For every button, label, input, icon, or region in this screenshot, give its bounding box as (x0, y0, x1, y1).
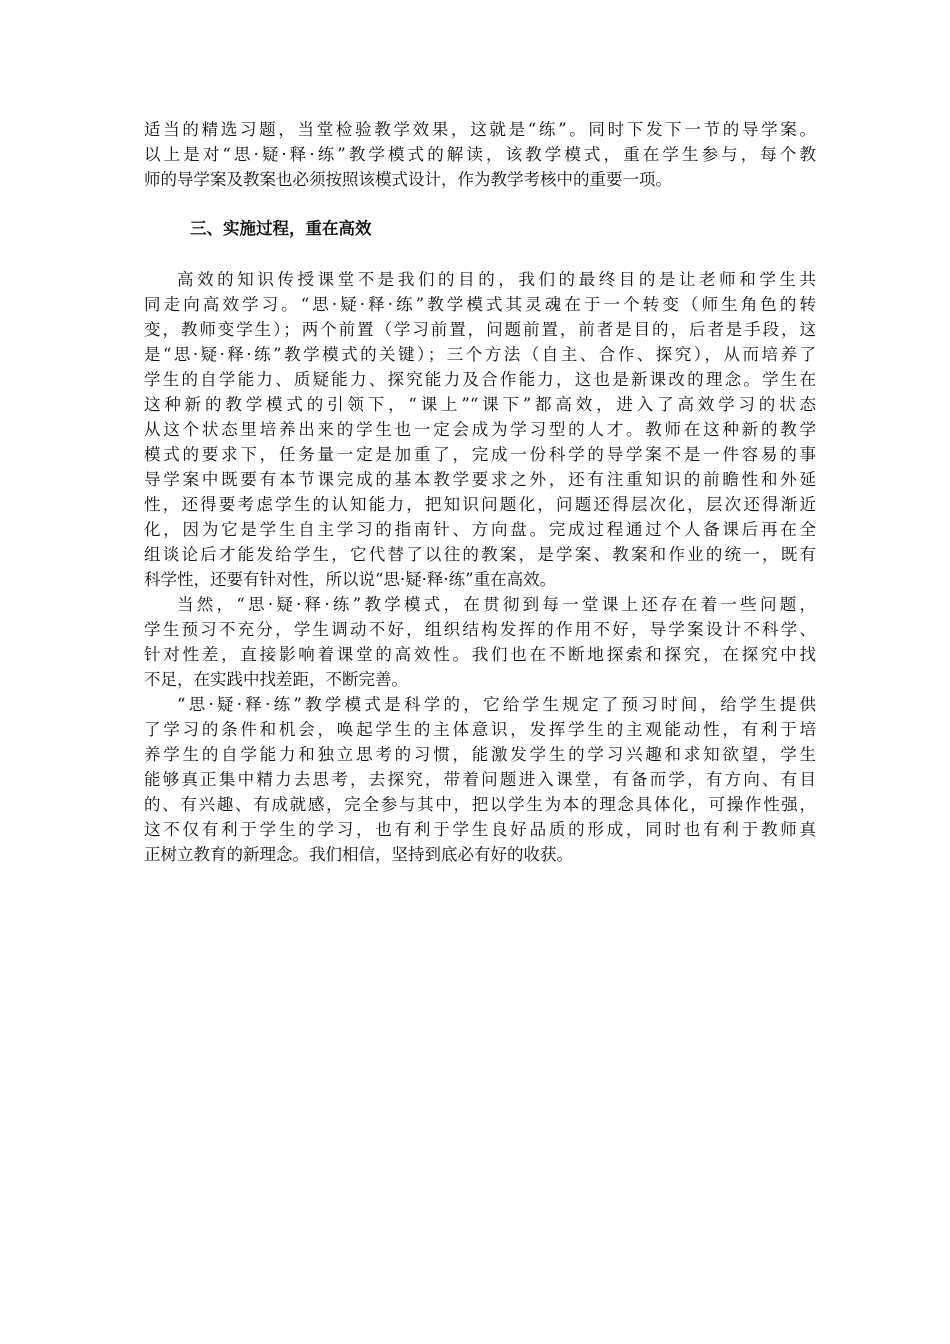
text-line: 变，教师变学生）；两个前置（学习前置，问题前置，前者是目的，后者是手段，这 (144, 320, 816, 339)
paragraph-problems (144, 592, 816, 692)
text-line: 这种新的教学模式的引领下，“课上”“课下”都高效，进入了高效学习的状态 (144, 395, 816, 414)
text-line: 以上是对“思·疑·释·练”教学模式的解读，该教学模式，重在学生参与，每个教 (144, 145, 816, 164)
text-line: 正树立教育的新理念。我们相信，坚持到底必有好的收获。 (144, 845, 573, 864)
intro-paragraph (144, 117, 816, 192)
text-line: 组谈论后才能发给学生，它代替了以往的教案，是学案、教案和作业的统一，既有 (144, 545, 816, 564)
text-line: 这不仅有利于学生的学习，也有利于学生良好品质的形成，同时也有利于教师真 (144, 820, 816, 839)
section-heading: 三、实施过程，重在高效 (190, 219, 372, 238)
text-line: 高效的知识传授课堂不是我们的目的，我们的最终目的是让老师和学生共 (177, 270, 816, 289)
text-line: 了学习的条件和机会，唤起学生的主体意识，发挥学生的主观能动性，有利于培 (144, 720, 816, 739)
text-line: 养学生的自学能力和独立思考的习惯，能激发学生的学习兴趣和求知欲望，学生 (144, 745, 816, 764)
text-line: 模式的要求下，任务量一定是加重了，完成一份科学的导学案不是一件容易的事 (144, 445, 816, 464)
text-line: 从这个状态里培养出来的学生也一定会成为学习型的人才。教师在这种新的教学 (144, 420, 816, 439)
text-line: 科学性，还要有针对性，所以说“思·疑·释·练”重在高效。 (144, 570, 557, 589)
text-line: 化，因为它是学生自主学习的指南针、方向盘。完成过程通过个人备课后再在全 (144, 520, 816, 539)
text-line: 针对性差，直接影响着课堂的高效性。我们也在不断地探索和探究，在探究中找 (144, 645, 816, 664)
text-line: 同走向高效学习。“思·疑·释·练”教学模式其灵魂在于一个转变（师生角色的转 (144, 295, 816, 314)
paragraph-efficiency (144, 267, 816, 592)
text-line: 的、有兴趣、有成就感，完全参与其中，把以学生为本的理念具体化，可操作性强， (144, 795, 816, 814)
text-line: 导学案中既要有本节课完成的基本教学要求之外，还有注重知识的前瞻性和外延 (144, 470, 816, 489)
text-line: 是“思·疑·释·练”教学模式的关键）；三个方法（自主、合作、探究），从而培养了 (144, 345, 816, 364)
text-line: 适当的精选习题，当堂检验教学效果，这就是“练”。同时下发下一节的导学案。 (144, 120, 816, 139)
text-line: 当然，“思·疑·释·练”教学模式，在贯彻到每一堂课上还存在着一些问题， (177, 595, 816, 614)
text-line: 学生的自学能力、质疑能力、探究能力及合作能力，这也是新课改的理念。学生在 (144, 370, 816, 389)
text-line: 学生预习不充分，学生调动不好，组织结构发挥的作用不好，导学案设计不科学、 (144, 620, 816, 639)
paragraph-conclusion (144, 692, 816, 867)
text-line: 师的导学案及教案也必须按照该模式设计，作为教学考核中的重要一项。 (144, 170, 672, 189)
text-line: 性，还得要考虑学生的认知能力，把知识问题化，问题还得层次化，层次还得渐近 (144, 495, 816, 514)
text-line: 不足，在实践中找差距，不断完善。 (144, 670, 408, 689)
text-line: “思·疑·释·练”教学模式是科学的，它给学生规定了预习时间，给学生提供 (177, 695, 816, 714)
document-page (144, 117, 816, 867)
text-line: 能够真正集中精力去思考，去探究，带着问题进入课堂，有备而学，有方向、有目 (144, 770, 816, 789)
